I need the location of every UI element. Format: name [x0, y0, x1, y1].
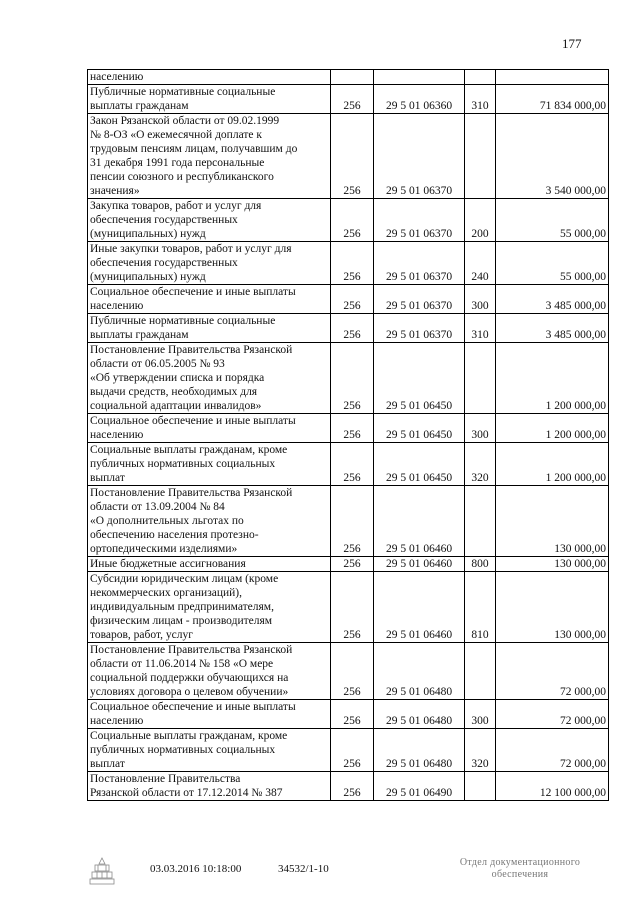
footer-doc-number: 34532/1-10 — [278, 863, 329, 875]
row-target-article: 29 5 01 06480 — [374, 643, 465, 700]
table-row — [88, 414, 609, 443]
row-target-article: 29 5 01 06370 — [374, 114, 465, 199]
row-expense-type: 320 — [465, 443, 496, 486]
row-target-article: 29 5 01 06460 — [374, 557, 465, 572]
row-ministry-code: 256 — [331, 729, 374, 772]
row-expense-type: 240 — [465, 242, 496, 285]
row-name: Социальные выплаты гражданам, кроме публичных нормативных социальных выплат — [88, 729, 331, 772]
row-amount: 130 000,00 — [496, 486, 609, 557]
row-target-article: 29 5 01 06450 — [374, 443, 465, 486]
row-expense-type: 310 — [465, 314, 496, 343]
row-amount: 1 200 000,00 — [496, 414, 609, 443]
table-row — [88, 486, 609, 557]
row-amount: 1 200 000,00 — [496, 343, 609, 414]
row-ministry-code: 256 — [331, 414, 374, 443]
row-ministry-code: 256 — [331, 343, 374, 414]
row-ministry-code — [331, 70, 374, 85]
row-name: Субсидии юридическим лицам (кроме некоммерческих организаций), индивидуальным предпринимателям, физическим лицам - производителям товаров, работ, услуг — [88, 572, 331, 643]
row-name: Социальное обеспечение и иные выплаты населению — [88, 700, 331, 729]
table-row — [88, 772, 609, 801]
row-amount — [496, 70, 609, 85]
page-number: 177 — [562, 36, 582, 51]
row-target-article: 29 5 01 06370 — [374, 242, 465, 285]
row-amount: 3 485 000,00 — [496, 314, 609, 343]
table-row — [88, 643, 609, 700]
row-amount: 72 000,00 — [496, 643, 609, 700]
row-amount: 71 834 000,00 — [496, 85, 609, 114]
row-target-article — [374, 70, 465, 85]
row-target-article: 29 5 01 06370 — [374, 285, 465, 314]
stamp-icon — [88, 856, 116, 886]
row-name: Закупка товаров, работ и услуг для обеспечения государственных (муниципальных) нужд — [88, 199, 331, 242]
row-ministry-code: 256 — [331, 572, 374, 643]
row-amount: 55 000,00 — [496, 242, 609, 285]
row-name: Иные бюджетные ассигнования — [88, 557, 331, 572]
row-amount: 130 000,00 — [496, 572, 609, 643]
row-expense-type: 300 — [465, 700, 496, 729]
row-ministry-code: 256 — [331, 114, 374, 199]
row-target-article: 29 5 01 06370 — [374, 314, 465, 343]
row-name: Социальное обеспечение и иные выплаты населению — [88, 285, 331, 314]
table-row — [88, 572, 609, 643]
row-target-article: 29 5 01 06370 — [374, 199, 465, 242]
row-expense-type — [465, 70, 496, 85]
row-target-article: 29 5 01 06460 — [374, 572, 465, 643]
row-expense-type: 300 — [465, 285, 496, 314]
row-amount: 55 000,00 — [496, 199, 609, 242]
row-expense-type: 310 — [465, 85, 496, 114]
row-expense-type: 200 — [465, 199, 496, 242]
budget-table — [87, 69, 609, 801]
row-amount: 12 100 000,00 — [496, 772, 609, 801]
budget-table-body — [88, 70, 609, 801]
row-target-article: 29 5 01 06480 — [374, 729, 465, 772]
table-row — [88, 114, 609, 199]
row-name: Иные закупки товаров, работ и услуг для обеспечения государственных (муниципальных) нужд — [88, 242, 331, 285]
row-ministry-code: 256 — [331, 285, 374, 314]
row-ministry-code: 256 — [331, 700, 374, 729]
table-row — [88, 729, 609, 772]
row-name: Постановление Правительства Рязанской области от 06.05.2005 № 93 «Об утверждении списка и порядка выдачи средств, необходимых для социальной адаптации инвалидов» — [88, 343, 331, 414]
row-ministry-code: 256 — [331, 772, 374, 801]
row-ministry-code: 256 — [331, 85, 374, 114]
row-ministry-code: 256 — [331, 486, 374, 557]
table-row — [88, 199, 609, 242]
table-row — [88, 343, 609, 414]
row-target-article: 29 5 01 06460 — [374, 486, 465, 557]
row-ministry-code: 256 — [331, 443, 374, 486]
row-expense-type — [465, 772, 496, 801]
row-expense-type: 800 — [465, 557, 496, 572]
row-expense-type: 320 — [465, 729, 496, 772]
row-name: Закон Рязанской области от 09.02.1999 № 8-ОЗ «О ежемесячной доплате к трудовым пенсиям лицам, получавшим до 31 декабря 1991 года персональные пенсии союзного и республиканского значения» — [88, 114, 331, 199]
row-amount: 72 000,00 — [496, 700, 609, 729]
footer-department: Отдел документационного обеспечения — [459, 857, 581, 880]
row-ministry-code: 256 — [331, 199, 374, 242]
row-ministry-code: 256 — [331, 557, 374, 572]
row-expense-type — [465, 343, 496, 414]
row-target-article: 29 5 01 06450 — [374, 414, 465, 443]
row-expense-type: 810 — [465, 572, 496, 643]
row-target-article: 29 5 01 06480 — [374, 700, 465, 729]
table-row — [88, 314, 609, 343]
row-ministry-code: 256 — [331, 314, 374, 343]
row-amount: 72 000,00 — [496, 729, 609, 772]
row-target-article: 29 5 01 06360 — [374, 85, 465, 114]
row-ministry-code: 256 — [331, 643, 374, 700]
table-row — [88, 242, 609, 285]
row-amount: 1 200 000,00 — [496, 443, 609, 486]
table-row — [88, 285, 609, 314]
row-name: Публичные нормативные социальные выплаты гражданам — [88, 314, 331, 343]
row-name: Социальное обеспечение и иные выплаты населению — [88, 414, 331, 443]
row-name: Постановление Правительства Рязанской области от 17.12.2014 № 387 — [88, 772, 331, 801]
row-amount: 3 540 000,00 — [496, 114, 609, 199]
row-name: населению — [88, 70, 331, 85]
table-row — [88, 557, 609, 572]
row-amount: 130 000,00 — [496, 557, 609, 572]
row-ministry-code: 256 — [331, 242, 374, 285]
row-target-article: 29 5 01 06450 — [374, 343, 465, 414]
footer-datetime: 03.03.2016 10:18:00 — [150, 863, 242, 875]
table-row — [88, 70, 609, 85]
row-name: Постановление Правительства Рязанской области от 13.09.2004 № 84 «О дополнительных льготах по обеспечению населения протезно- ортопедическими изделиями» — [88, 486, 331, 557]
table-row — [88, 85, 609, 114]
row-expense-type — [465, 486, 496, 557]
table-row — [88, 443, 609, 486]
row-expense-type — [465, 643, 496, 700]
row-expense-type: 300 — [465, 414, 496, 443]
table-row — [88, 700, 609, 729]
row-name: Публичные нормативные социальные выплаты гражданам — [88, 85, 331, 114]
row-name: Постановление Правительства Рязанской области от 11.06.2014 № 158 «О мере социальной поддержки обучающихся на условиях договора о целевом обучении» — [88, 643, 331, 700]
row-expense-type — [465, 114, 496, 199]
row-target-article: 29 5 01 06490 — [374, 772, 465, 801]
row-name: Социальные выплаты гражданам, кроме публичных нормативных социальных выплат — [88, 443, 331, 486]
row-amount: 3 485 000,00 — [496, 285, 609, 314]
